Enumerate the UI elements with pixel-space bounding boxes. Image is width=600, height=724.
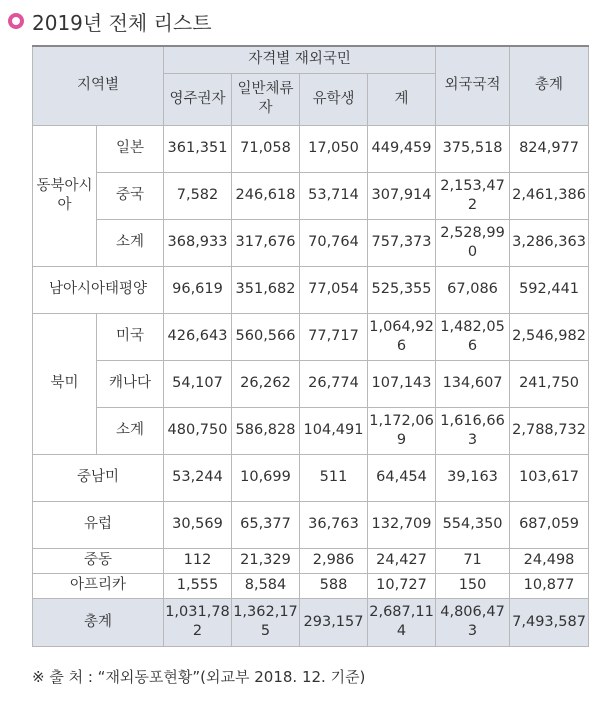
table-row (33, 501, 589, 548)
cell: 24,427 (368, 548, 436, 573)
cell: 361,351 (164, 125, 232, 172)
cell: 21,329 (232, 548, 300, 573)
cell: 1,031,782 (164, 598, 232, 646)
cell: 2,788,732 (510, 407, 589, 454)
cell: 104,491 (300, 407, 368, 454)
row-label: 미국 (97, 313, 164, 360)
page-title-text: 2019년 전체 리스트 (32, 10, 212, 35)
cell: 375,518 (436, 125, 510, 172)
cell: 560,566 (232, 313, 300, 360)
cell: 2,546,982 (510, 313, 589, 360)
header-stay: 일반체류자 (232, 73, 300, 125)
cell: 54,107 (164, 360, 232, 407)
cell: 8,584 (232, 573, 300, 598)
header-foreign: 외국국적 (436, 46, 510, 125)
cell: 53,244 (164, 454, 232, 501)
cell: 65,377 (232, 501, 300, 548)
cell: 1,172,069 (368, 407, 436, 454)
cell: 107,143 (368, 360, 436, 407)
cell: 687,059 (510, 501, 589, 548)
header-permanent: 영주권자 (164, 73, 232, 125)
table-row (33, 172, 589, 219)
row-label: 유럽 (33, 501, 164, 548)
cell: 103,617 (510, 454, 589, 501)
table-row (33, 219, 589, 266)
cell: 71 (436, 548, 510, 573)
header-group: 자격별 재외국민 (164, 46, 436, 73)
row-label-total: 총계 (33, 598, 164, 646)
group-east-asia: 동북아시아 (33, 125, 97, 266)
statistics-table (32, 45, 589, 647)
cell: 71,058 (232, 125, 300, 172)
cell: 586,828 (232, 407, 300, 454)
row-label: 소계 (97, 219, 164, 266)
cell: 10,699 (232, 454, 300, 501)
cell: 67,086 (436, 266, 510, 313)
cell: 77,054 (300, 266, 368, 313)
cell: 1,616,663 (436, 407, 510, 454)
cell: 426,643 (164, 313, 232, 360)
cell: 77,717 (300, 313, 368, 360)
cell: 70,764 (300, 219, 368, 266)
cell: 53,714 (300, 172, 368, 219)
cell: 7,582 (164, 172, 232, 219)
table-row (33, 266, 589, 313)
row-label: 중남미 (33, 454, 164, 501)
cell: 3,286,363 (510, 219, 589, 266)
cell: 588 (300, 573, 368, 598)
cell: 4,806,473 (436, 598, 510, 646)
table-row (33, 573, 589, 598)
cell: 134,607 (436, 360, 510, 407)
header-student: 유학생 (300, 73, 368, 125)
cell: 241,750 (510, 360, 589, 407)
group-north-america: 북미 (33, 313, 97, 454)
cell: 24,498 (510, 548, 589, 573)
cell: 30,569 (164, 501, 232, 548)
cell: 10,877 (510, 573, 589, 598)
table-row (33, 125, 589, 172)
table-row (33, 360, 589, 407)
cell: 39,163 (436, 454, 510, 501)
table-row (33, 313, 589, 360)
cell: 132,709 (368, 501, 436, 548)
page-title (8, 6, 212, 36)
cell: 449,459 (368, 125, 436, 172)
table-row (33, 407, 589, 454)
cell: 511 (300, 454, 368, 501)
source-footnote: ※ 출 처 : “재외동포현황”(외교부 2018. 12. 기준) (32, 668, 366, 686)
table-row (33, 548, 589, 573)
cell: 307,914 (368, 172, 436, 219)
cell: 2,461,386 (510, 172, 589, 219)
cell: 351,682 (232, 266, 300, 313)
cell: 2,153,472 (436, 172, 510, 219)
cell: 10,727 (368, 573, 436, 598)
cell: 1,555 (164, 573, 232, 598)
cell: 592,441 (510, 266, 589, 313)
row-label: 중동 (33, 548, 164, 573)
cell: 150 (436, 573, 510, 598)
row-label: 일본 (97, 125, 164, 172)
cell: 26,774 (300, 360, 368, 407)
cell: 2,687,114 (368, 598, 436, 646)
header-region: 지역별 (33, 46, 164, 125)
cell: 64,454 (368, 454, 436, 501)
cell: 246,618 (232, 172, 300, 219)
row-label: 소계 (97, 407, 164, 454)
cell: 317,676 (232, 219, 300, 266)
circle-bullet-icon (8, 13, 24, 29)
row-label: 남아시아태평양 (33, 266, 164, 313)
cell: 554,350 (436, 501, 510, 548)
cell: 1,482,056 (436, 313, 510, 360)
cell: 17,050 (300, 125, 368, 172)
cell: 824,977 (510, 125, 589, 172)
cell: 2,986 (300, 548, 368, 573)
cell: 1,064,926 (368, 313, 436, 360)
row-label: 아프리카 (33, 573, 164, 598)
cell: 368,933 (164, 219, 232, 266)
cell: 112 (164, 548, 232, 573)
cell: 293,157 (300, 598, 368, 646)
header-subtotal: 계 (368, 73, 436, 125)
row-label: 캐나다 (97, 360, 164, 407)
cell: 2,528,990 (436, 219, 510, 266)
cell: 480,750 (164, 407, 232, 454)
table-row (33, 454, 589, 501)
table-row-total (33, 598, 589, 646)
header-total: 총계 (510, 46, 589, 125)
cell: 525,355 (368, 266, 436, 313)
cell: 7,493,587 (510, 598, 589, 646)
cell: 96,619 (164, 266, 232, 313)
cell: 26,262 (232, 360, 300, 407)
cell: 36,763 (300, 501, 368, 548)
cell: 757,373 (368, 219, 436, 266)
cell: 1,362,175 (232, 598, 300, 646)
row-label: 중국 (97, 172, 164, 219)
